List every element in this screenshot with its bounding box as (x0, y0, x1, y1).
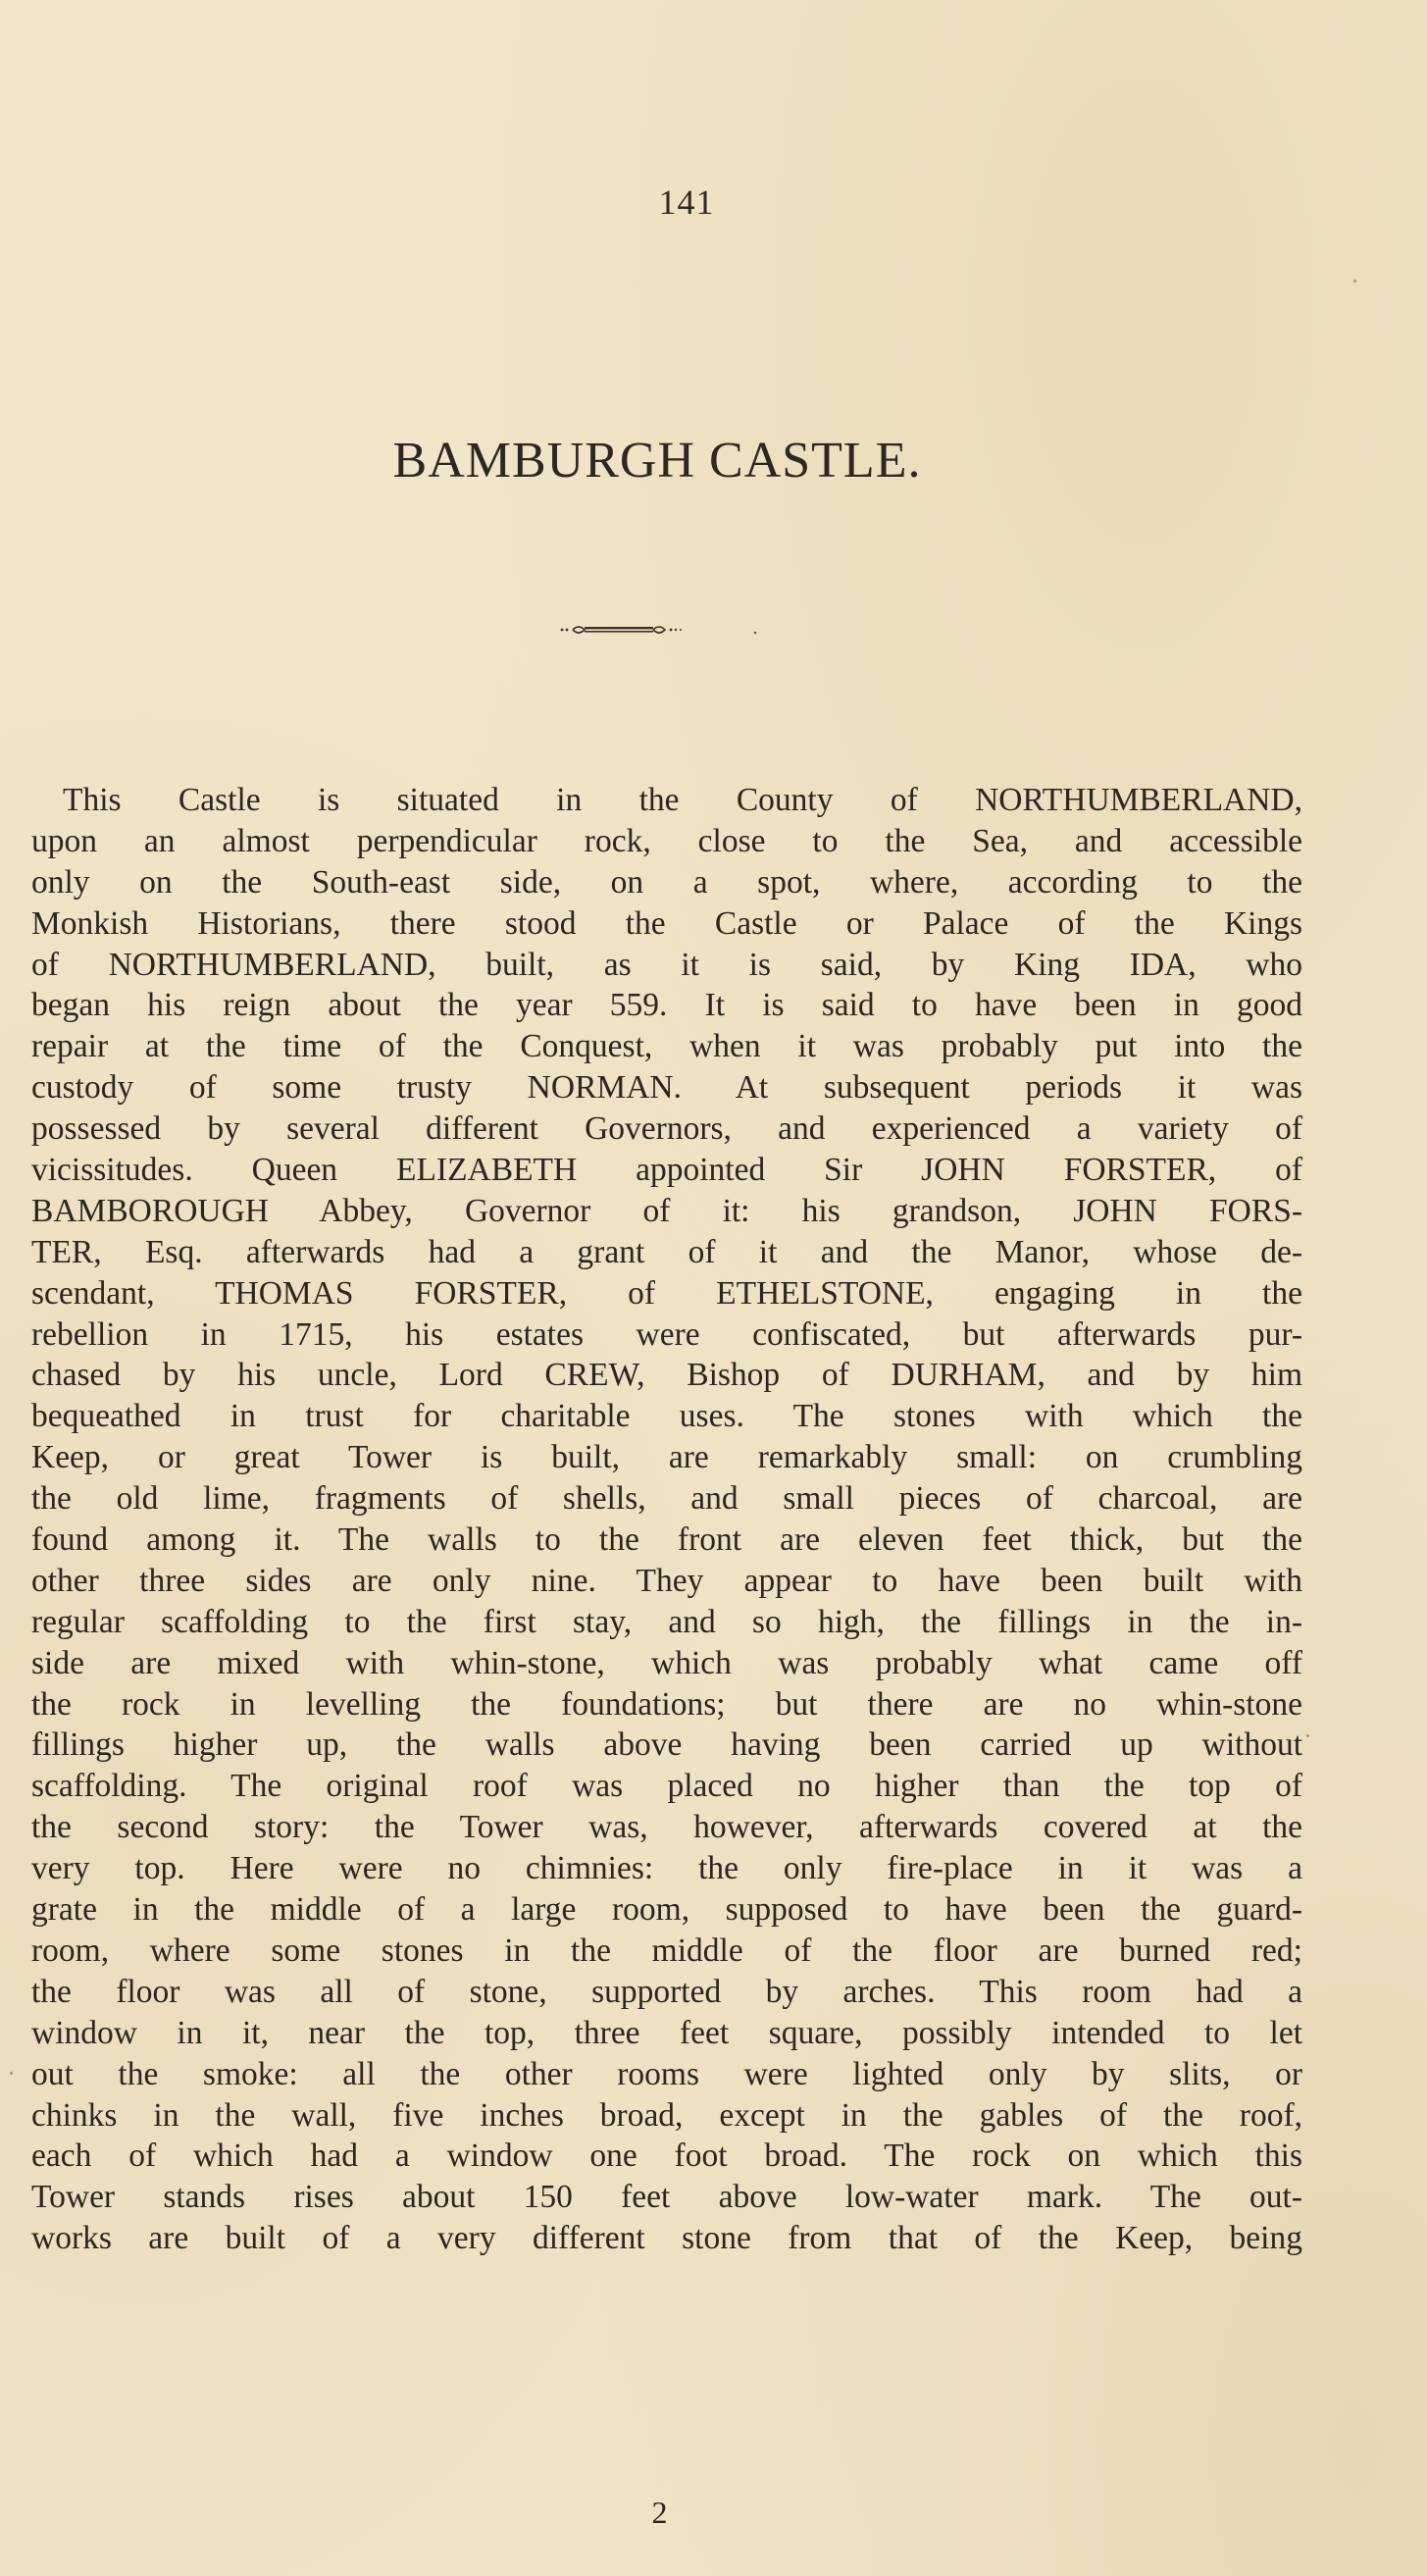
text-line: the rock in levelling the foundations; but there are no whin-stone (31, 1685, 1302, 1723)
text-line: scaffolding. The original roof was placed no higher than the top of (31, 1768, 1302, 1805)
signature-mark: 2 (651, 2495, 668, 2530)
text-line: BAMBOROUGH Abbey, Governor of it: his grandson, JOHN FORS- (31, 1192, 1302, 1229)
scroll-rule-ornament-icon (559, 622, 794, 636)
text-line: custody of some trusty NORMAN. At subsequent periods it was (31, 1069, 1302, 1107)
text-line: other three sides are only nine. They appear to have been built with (31, 1562, 1302, 1599)
chapter-title: BAMBURGH CASTLE. (392, 433, 922, 489)
text-line: chased by his uncle, Lord CREW, Bishop of DURHAM, and by him (31, 1357, 1302, 1394)
text-line: the floor was all of stone, supported by arches. This room had a (31, 1973, 1302, 2010)
text-line: Keep, or great Tower is built, are remarkably small: on crumbling (31, 1439, 1302, 1476)
text-line: repair at the time of the Conquest, when it was probably put into the (31, 1028, 1302, 1065)
text-line: Monkish Historians, there stood the Castle or Palace of the Kings (31, 904, 1302, 942)
text-line: each of which had a window one foot broad. The rock on which this (31, 2138, 1302, 2175)
text-line: window in it, near the top, three feet square, possibly intended to let (31, 2014, 1302, 2051)
text-line: scendant, THOMAS FORSTER, of ETHELSTONE, engaging in the (31, 1274, 1302, 1312)
text-line: very top. Here were no chimnies: the only fire-place in it was a (31, 1850, 1302, 1887)
text-line: TER, Esq. afterwards had a grant of it and the Manor, whose de- (31, 1233, 1302, 1270)
text-line: upon an almost perpendicular rock, close to the Sea, and accessible (31, 822, 1302, 859)
text-line: chinks in the wall, five inches broad, except in the gables of the roof, (31, 2096, 1302, 2134)
text-line: This Castle is situated in the County of NORTHUMBERLAND, (63, 782, 1302, 818)
paper-speck (10, 2072, 13, 2075)
paper-speck (1306, 1734, 1309, 1737)
text-line: grate in the middle of a large room, supposed to have been the guard- (31, 1891, 1302, 1929)
text-line: rebellion in 1715, his estates were confiscated, but afterwards pur- (31, 1315, 1302, 1353)
text-line: room, where some stones in the middle of the floor are burned red; (31, 1932, 1302, 1969)
paper-speck (1353, 280, 1356, 283)
body-paragraph (31, 780, 1302, 2259)
text-line: regular scaffolding to the first stay, and so high, the fillings in the in- (31, 1603, 1302, 1640)
text-line: fillings higher up, the walls above having been carried up without (31, 1726, 1302, 1764)
text-line: bequeathed in trust for charitable uses. The stones with which the (31, 1398, 1302, 1435)
text-line: side are mixed with whin-stone, which was probably what came off (31, 1644, 1302, 1681)
text-line: the old lime, fragments of shells, and small pieces of charcoal, are (31, 1480, 1302, 1518)
text-line: out the smoke: all the other rooms were lighted only by slits, or (31, 2055, 1302, 2092)
text-line: Tower stands rises about 150 feet above low-water mark. The out- (31, 2179, 1302, 2216)
text-line: works are built of a very different stone from that of the Keep, being (31, 2220, 1302, 2257)
page-number: 141 (658, 182, 715, 222)
text-line: the second story: the Tower was, however, afterwards covered at the (31, 1809, 1302, 1846)
text-line: of NORTHUMBERLAND, built, as it is said, by King IDA, who (31, 946, 1302, 983)
text-line: found among it. The walls to the front are eleven feet thick, but the (31, 1521, 1302, 1559)
text-line: began his reign about the year 559. It is said to have been in good (31, 987, 1302, 1024)
text-line: vicissitudes. Queen ELIZABETH appointed Sir JOHN FORSTER, of (31, 1152, 1302, 1189)
text-line: only on the South-east side, on a spot, where, according to the (31, 863, 1302, 901)
text-line: possessed by several different Governors, and experienced a variety of (31, 1110, 1302, 1148)
